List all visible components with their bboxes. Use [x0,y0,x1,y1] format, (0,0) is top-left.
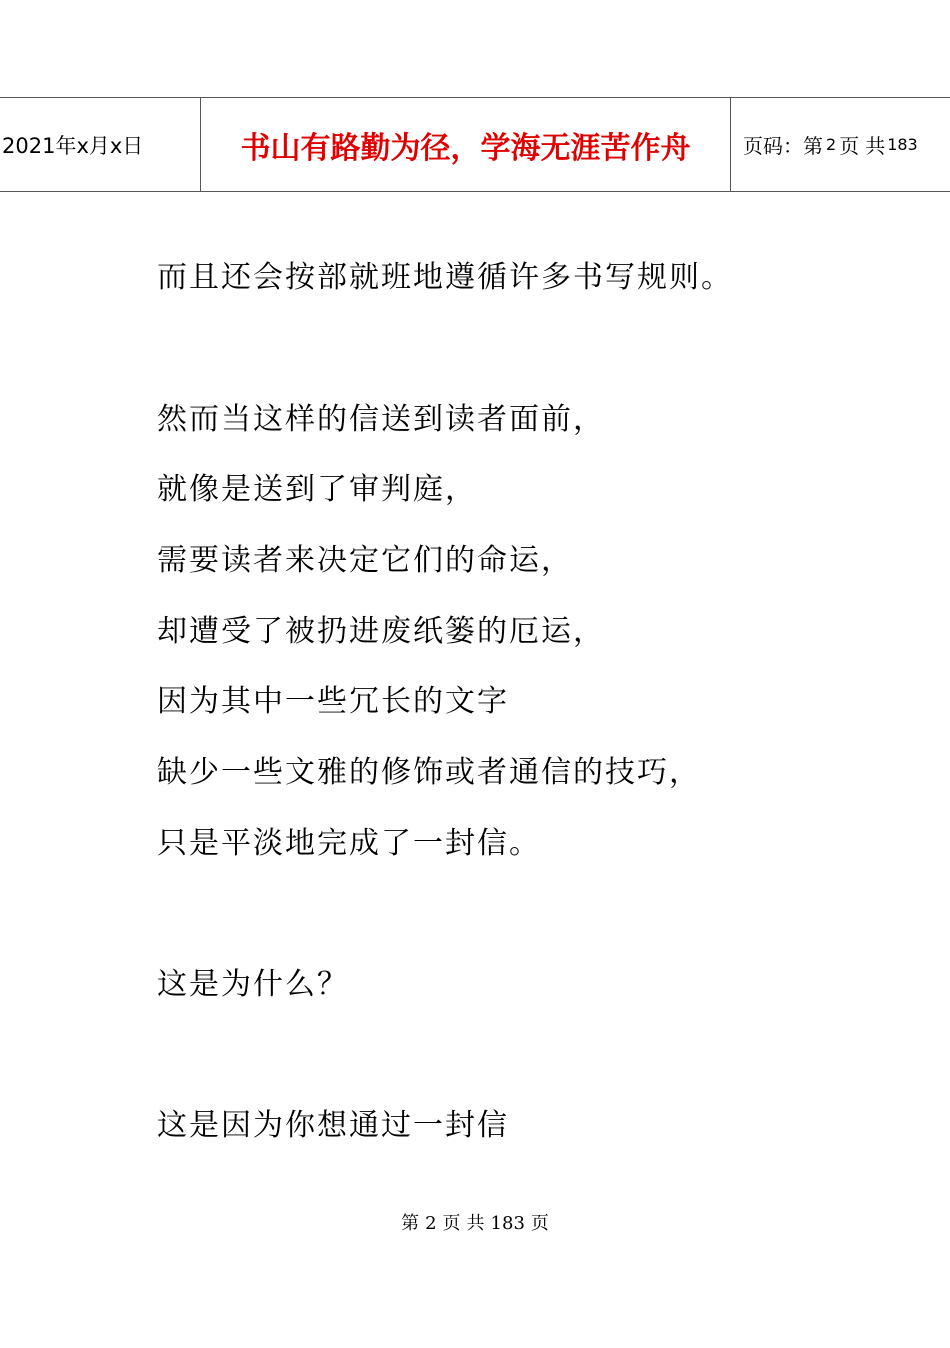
header-total-pages: 183 [887,135,918,154]
footer-suffix: 页 [530,1213,549,1234]
header-page-unit: 页 [839,134,860,158]
footer-page-number: 2 [425,1213,437,1234]
header-page-label: 页码：第 [743,134,823,158]
body-line: 缺少一些文雅的修饰或者通信的技巧， [157,755,701,790]
header-page-info [731,98,950,191]
body-line: 这是因为你想通过一封信 [157,1108,509,1143]
page-header [0,97,950,192]
header-date: 2021年x月x日 [2,133,144,158]
header-motto: 书山有路勤为径，学海无涯苦作舟 [200,98,731,191]
body-line: 却遭受了被扔进废纸篓的厄运， [157,614,605,649]
body-line: 然而当这样的信送到读者面前， [157,402,605,437]
header-page-number: 2 [826,135,837,154]
body-line: 只是平淡地完成了一封信。 [157,826,541,861]
body-line: 需要读者来决定它们的命运， [157,543,573,578]
footer-prefix: 第 [401,1213,420,1234]
header-total-label: 共 [865,134,886,158]
body-line: 这是为什么？ [157,967,349,1002]
page-footer [0,1209,950,1235]
body-line: 而且还会按部就班地遵循许多书写规则。 [157,260,733,295]
body-line: 就像是送到了审判庭， [157,472,477,507]
footer-total-pages: 183 [490,1213,525,1234]
body-line: 因为其中一些冗长的文字 [157,684,509,719]
footer-total-label: 共 [466,1213,485,1234]
footer-page-unit: 页 [442,1213,461,1234]
